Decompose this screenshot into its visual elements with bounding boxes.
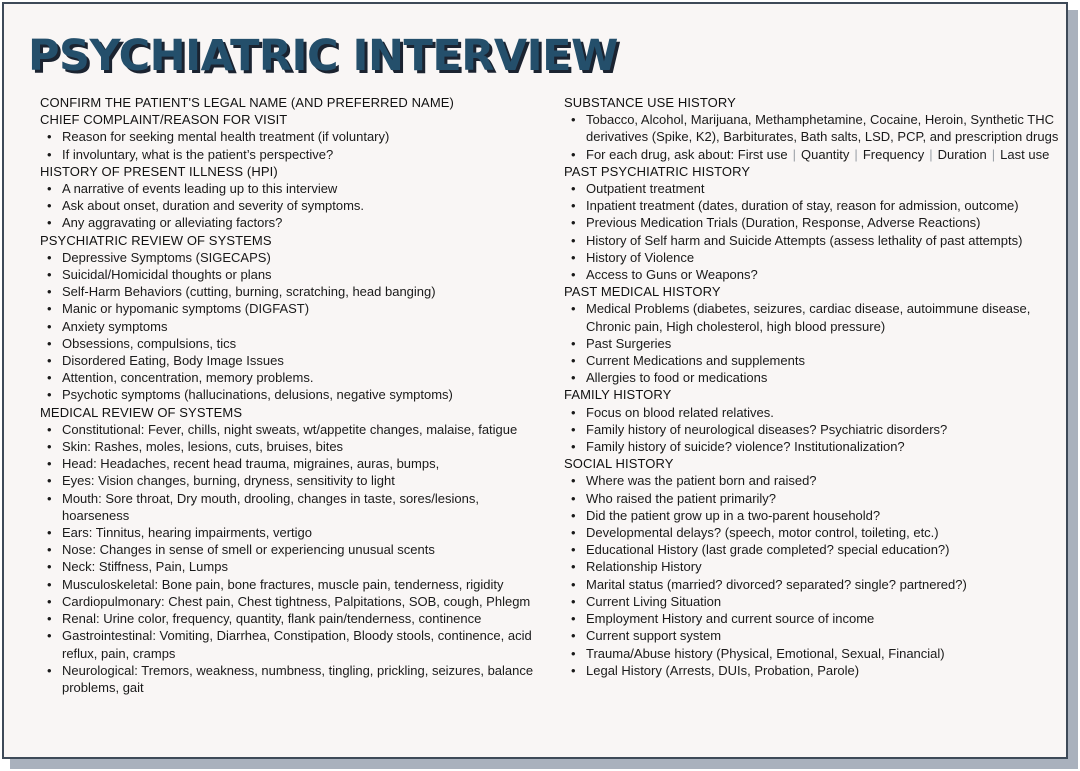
separator: | xyxy=(854,146,858,162)
list-item: • Outpatient treatment xyxy=(564,180,1064,197)
section-heading-past-psychiatric-history: PAST PSYCHIATRIC HISTORY xyxy=(564,163,751,179)
document-card xyxy=(2,2,1068,759)
list-item: • Neck: Stiffness, Pain, Lumps xyxy=(40,558,546,575)
list-item: • Psychotic symptoms (hallucinations, delusions, negative symptoms) xyxy=(40,386,546,403)
list-item: • Anxiety symptoms xyxy=(40,318,546,335)
list-item: • Head: Headaches, recent head trauma, migraines, auras, bumps, xyxy=(40,455,546,472)
list-item: • Focus on blood related relatives. xyxy=(564,404,1064,421)
list-item: • Attention, concentration, memory problems. xyxy=(40,369,546,386)
list-item: • Neurological: Tremors, weakness, numbness, tingling, prickling, seizures, balance problems, gait xyxy=(40,662,546,696)
list-item: • Trauma/Abuse history (Physical, Emotional, Sexual, Financial) xyxy=(564,645,1064,662)
list-item: • Family history of neurological diseases? Psychiatric disorders? xyxy=(564,421,1064,438)
separator: | xyxy=(929,146,933,162)
list-item: • Self-Harm Behaviors (cutting, burning, scratching, head banging) xyxy=(40,283,546,300)
section-heading: SUBSTANCE USE HISTORY xyxy=(564,95,736,110)
list-item: • Past Surgeries xyxy=(564,335,1064,352)
section-list xyxy=(564,404,1064,456)
list-item: • Previous Medication Trials (Duration, Response, Adverse Reactions) xyxy=(564,214,1064,231)
list-item: • Gastrointestinal: Vomiting, Diarrhea, Constipation, Bloody stools, continence, acid reflux, pain, cramps xyxy=(40,627,546,661)
section-list xyxy=(40,249,546,404)
section-list xyxy=(564,472,1064,678)
section-heading-history-of-present-illness-hpi: HISTORY OF PRESENT ILLNESS (HPI) xyxy=(40,163,278,179)
list-item: • History of Self harm and Suicide Attempts (assess lethality of past attempts) xyxy=(564,232,1064,249)
list-item: • History of Violence xyxy=(564,249,1064,266)
section-list xyxy=(564,180,1064,283)
list-item: • A narrative of events leading up to this interview xyxy=(40,180,546,197)
list-item: • Ears: Tinnitus, hearing impairments, vertigo xyxy=(40,524,546,541)
section-heading-social-history: SOCIAL HISTORY xyxy=(564,456,674,472)
list-item: • Disordered Eating, Body Image Issues xyxy=(40,352,546,369)
list-item: • Employment History and current source of income xyxy=(564,610,1064,627)
section-list xyxy=(40,128,546,162)
section-heading-psychiatric-review-of-systems: PSYCHIATRIC REVIEW OF SYSTEMS xyxy=(40,232,272,248)
left-column xyxy=(40,94,546,696)
list-item: • Constitutional: Fever, chills, night sweats, wt/appetite changes, malaise, fatigue xyxy=(40,421,546,438)
list-item: • Current Living Situation xyxy=(564,593,1064,610)
list-item: • Musculoskeletal: Bone pain, bone fractures, muscle pain, tenderness, rigidity xyxy=(40,576,546,593)
page-title: PSYCHIATRIC INTERVIEW xyxy=(28,31,618,81)
list-item: • Current Medications and supplements xyxy=(564,352,1064,369)
list-item: • Skin: Rashes, moles, lesions, cuts, bruises, bites xyxy=(40,438,546,455)
list-item: • Educational History (last grade completed? special education?) xyxy=(564,541,1064,558)
section-list xyxy=(40,180,546,232)
list-item: • Renal: Urine color, frequency, quantity, flank pain/tenderness, continence xyxy=(40,610,546,627)
right-column xyxy=(564,94,1064,679)
list-item: • Reason for seeking mental health treatment (if voluntary) xyxy=(40,128,546,145)
section-heading-confirm-the-patient-s-legal-name-and-pre: CONFIRM THE PATIENT'S LEGAL NAME (AND PREFERRED NAME) xyxy=(40,95,454,110)
section-heading-medical-review-of-systems: MEDICAL REVIEW OF SYSTEMS xyxy=(40,404,243,420)
list-item: • Eyes: Vision changes, burning, dryness, sensitivity to light xyxy=(40,472,546,489)
separator: | xyxy=(991,146,996,162)
ask-last-use: Last use xyxy=(1000,146,1050,162)
section-list xyxy=(564,111,1064,163)
list-item: • Tobacco, Alcohol, Marijuana, Methamphetamine, Cocaine, Heroin, Synthetic THC derivatives (Spike, K2), Barbiturates, Bath salts, LSD, PCP, and prescription drugs xyxy=(564,111,1064,145)
section-heading-chief-complaint-reason-for-visit: CHIEF COMPLAINT/REASON FOR VISIT xyxy=(40,112,288,128)
ask-duration: Duration xyxy=(937,146,987,162)
ask-frequency: Frequency xyxy=(862,146,925,162)
section-heading-past-medical-history: PAST MEDICAL HISTORY xyxy=(564,284,721,300)
list-item: • Depressive Symptoms (SIGECAPS) xyxy=(40,249,546,266)
list-item: • Medical Problems (diabetes, seizures, cardiac disease, autoimmune disease, Chronic pain, High cholesterol, high blood pressure) xyxy=(564,300,1064,334)
list-item: • Developmental delays? (speech, motor control, toileting, etc.) xyxy=(564,524,1064,541)
section-list xyxy=(40,421,546,696)
right-sections xyxy=(564,163,1064,679)
list-item: • Suicidal/Homicidal thoughts or plans xyxy=(40,266,546,283)
list-item: • If involuntary, what is the patient’s perspective? xyxy=(40,146,546,163)
list-item: • Any aggravating or alleviating factors? xyxy=(40,214,546,231)
section-list xyxy=(564,300,1064,386)
list-item: • Ask about onset, duration and severity of symptoms. xyxy=(40,197,546,214)
list-item: • Legal History (Arrests, DUIs, Probation, Parole) xyxy=(564,662,1064,679)
list-item: • Nose: Changes in sense of smell or experiencing unusual scents xyxy=(40,541,546,558)
list-item: • Marital status (married? divorced? separated? single? partnered?) xyxy=(564,576,1064,593)
list-item: • Where was the patient born and raised? xyxy=(564,472,1064,489)
list-item: • Family history of suicide? violence? Institutionalization? xyxy=(564,438,1064,455)
list-item: • Inpatient treatment (dates, duration of stay, reason for admission, outcome) xyxy=(564,197,1064,214)
list-item: • Manic or hypomanic symptoms (DIGFAST) xyxy=(40,300,546,317)
list-item: • Relationship History xyxy=(564,558,1064,575)
section-heading-family-history: FAMILY HISTORY xyxy=(564,387,672,403)
list-item: • Access to Guns or Weapons? xyxy=(564,266,1064,283)
ask-prefix: For each drug, ask about: First use xyxy=(586,146,788,162)
list-item: • Who raised the patient primarily? xyxy=(564,490,1064,507)
list-item: • Did the patient grow up in a two-parent household? xyxy=(564,507,1064,524)
ask-quantity: Quantity xyxy=(801,146,850,162)
list-item: • Mouth: Sore throat, Dry mouth, drooling, changes in taste, sores/lesions, hoarseness xyxy=(40,490,546,524)
list-item: • Allergies to food or medications xyxy=(564,369,1064,386)
separator: | xyxy=(792,146,796,162)
list-item: • Current support system xyxy=(564,627,1064,644)
drug-ask-item xyxy=(564,146,1064,163)
list-item: • Obsessions, compulsions, tics xyxy=(40,335,546,352)
list-item: • Cardiopulmonary: Chest pain, Chest tightness, Palpitations, SOB, cough, Phlegm xyxy=(40,593,546,610)
